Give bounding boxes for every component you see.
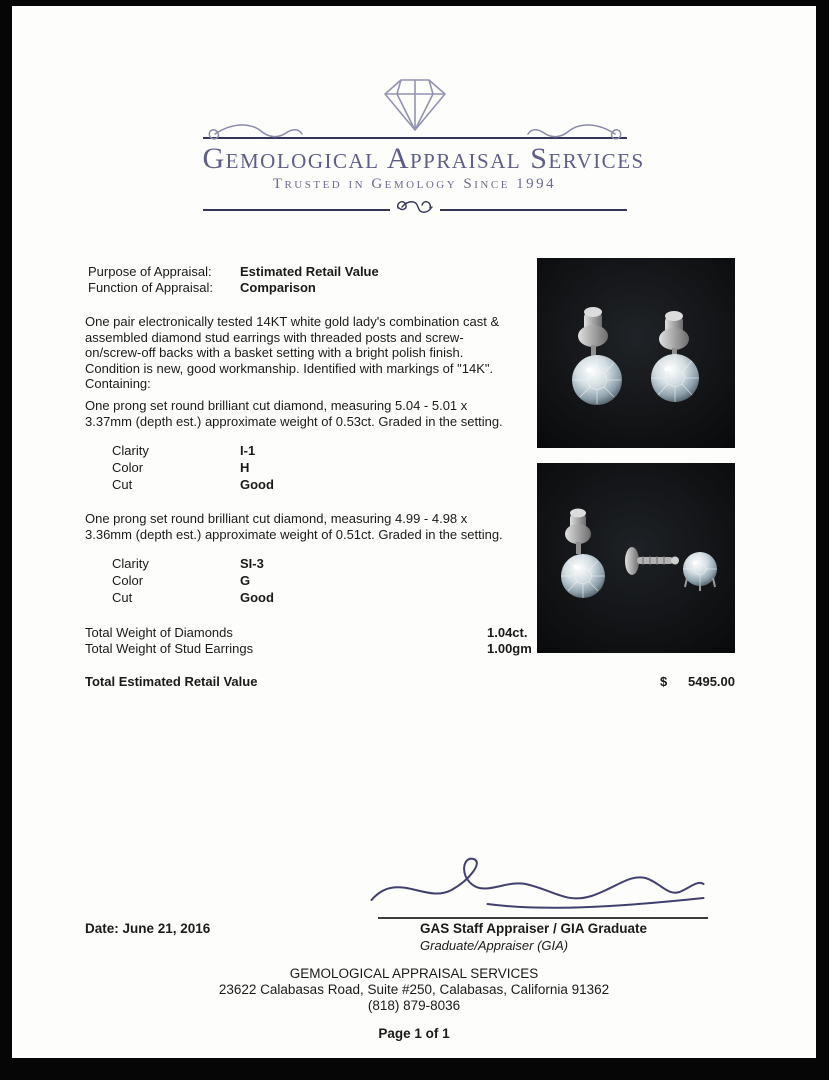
retail-label: Total Estimated Retail Value <box>85 674 258 690</box>
currency-symbol: $ <box>660 674 668 690</box>
function-row <box>85 280 530 296</box>
grade-row <box>112 477 530 494</box>
total-label: Total Weight of Diamonds <box>85 625 233 641</box>
certificate-header <box>0 74 829 220</box>
grade-row <box>112 443 530 460</box>
page-frame-bottom <box>0 1058 829 1080</box>
brand-name: Gemological Appraisal Services <box>202 142 645 175</box>
flourish-right-icon <box>527 120 623 142</box>
earrings-photo-front <box>537 258 735 448</box>
function-label: Function of Appraisal: <box>88 280 214 295</box>
grade-value: Good <box>240 590 274 606</box>
purpose-row <box>85 264 530 280</box>
retail-amount: 5495.00 <box>688 674 735 690</box>
signature-line <box>378 917 708 919</box>
total-value: 1.00gm <box>487 641 532 657</box>
function-value: Comparison <box>240 280 316 295</box>
signer-title: GAS Staff Appraiser / GIA Graduate <box>420 921 648 936</box>
grade-row <box>112 460 530 477</box>
appraisal-date: Date: June 21, 2016 <box>85 921 211 936</box>
grade-row <box>112 573 530 590</box>
item-description: One pair electronically tested 14KT white gold lady's combination cast & assembled diamond stud earrings with threaded posts and screw-on/screw-off backs with a basket setting with a bright polish finish. Condition is new, good workmanship. Identified with markings of "14K". Containing: <box>85 314 500 392</box>
signer-subtitle: Graduate/Appraiser (GIA) <box>420 938 569 953</box>
grade-row <box>112 590 530 607</box>
rule-segment <box>440 209 627 211</box>
total-row <box>85 641 530 657</box>
footer-company: GEMOLOGICAL APPRAISAL SERVICES <box>289 966 539 981</box>
purpose-label: Purpose of Appraisal: <box>88 264 212 279</box>
page-frame-right <box>816 0 829 1080</box>
logo-area <box>203 74 627 140</box>
grade-value: H <box>240 460 250 476</box>
rule-segment <box>203 209 390 211</box>
stone-2-description: One prong set round brilliant cut diamond, measuring 4.99 - 4.98 x 3.36mm (depth est.) approximate weight of 0.51ct. Graded in the setting. <box>85 511 503 542</box>
brand-tagline: Trusted in Gemology Since 1994 <box>272 176 557 192</box>
grade-value: G <box>240 573 251 589</box>
certificate-footer <box>12 966 816 1042</box>
grade-label: Cut <box>112 477 133 493</box>
page-number: Page 1 of 1 <box>378 1026 450 1041</box>
grade-label: Cut <box>112 590 133 606</box>
footer-address: 23622 Calabasas Road, Suite #250, Calabasas, California 91362 <box>218 982 610 997</box>
diamond-outline-icon <box>373 74 457 136</box>
stone-2-grades <box>112 556 530 607</box>
total-label: Total Weight of Stud Earrings <box>85 641 254 657</box>
grade-value: SI-3 <box>240 556 264 572</box>
grade-label: Color <box>112 573 144 589</box>
appraiser-signature <box>365 852 710 914</box>
purpose-value: Estimated Retail Value <box>240 264 379 279</box>
grade-value: I-1 <box>240 443 256 459</box>
grade-label: Clarity <box>112 556 149 572</box>
grade-value: Good <box>240 477 274 493</box>
page-frame-left <box>0 0 12 1080</box>
grade-label: Color <box>112 460 144 476</box>
totals-section <box>85 625 530 657</box>
stone-1-grades <box>112 443 530 494</box>
page-frame-top <box>0 0 829 6</box>
retail-value-row <box>85 674 735 690</box>
total-value: 1.04ct. <box>487 625 528 641</box>
scroll-ornament-icon <box>390 199 440 220</box>
grade-row <box>112 556 530 573</box>
appraisal-body <box>85 264 735 690</box>
header-rule-bottom <box>203 199 627 220</box>
grade-label: Clarity <box>112 443 149 459</box>
stone-1-description: One prong set round brilliant cut diamond, measuring 5.04 - 5.01 x 3.37mm (depth est.) approximate weight of 0.53ct. Graded in the setting. <box>85 397 503 429</box>
total-row <box>85 625 530 641</box>
footer-phone: (818) 879-8036 <box>367 998 461 1013</box>
flourish-left-icon <box>207 120 303 142</box>
earrings-photo-side <box>537 463 735 653</box>
